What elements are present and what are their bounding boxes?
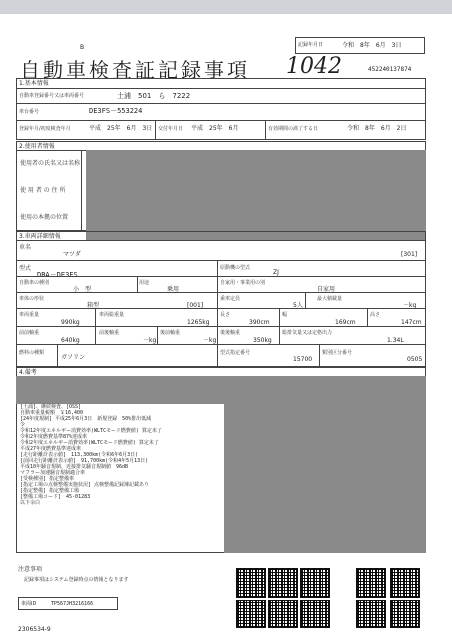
- remark-line: [24年度規制] 平成25年6月3日 新規登録 50%排出低減: [20, 416, 152, 422]
- qr-code-icon: [356, 600, 386, 628]
- kind-label: 自動車の種別: [19, 280, 50, 286]
- notice-title: 注意事項: [18, 566, 43, 573]
- type-number: 15700: [293, 356, 313, 363]
- max-load-label: 最大積載量: [317, 296, 343, 302]
- first-reg-label: 登録年月/初度検査年月: [19, 126, 71, 132]
- max-load: －kg: [403, 302, 417, 309]
- vehicle-weight: 990kg: [61, 319, 80, 326]
- remarks-list: [20, 404, 220, 506]
- rear-front-axle-label: 後前軸重: [160, 330, 181, 336]
- front-front-axle-label: 前前軸重: [19, 330, 40, 336]
- qr-code-icon: [390, 568, 420, 598]
- qr-code-icon: [300, 600, 330, 628]
- remark-line: 平成27年度燃費基準達成車: [20, 446, 82, 452]
- qr-code-icon: [236, 568, 266, 598]
- qr-code-icon: [268, 568, 298, 598]
- qr-code-icon: [356, 568, 386, 598]
- remark-line: 自動車重量税額 ￥16,400: [20, 410, 84, 416]
- remark-line: [前回走行距離計表示値] 91,700km(令和4年5月13日): [20, 458, 149, 464]
- vehicle-kind: 小 型: [73, 286, 92, 293]
- remark-line: 令和2年度エネルギー消費効率(WLTCモード燃費値) 算定未了: [20, 440, 159, 446]
- vehicle-purpose: 自家用: [317, 286, 336, 293]
- class-number: 0505: [407, 356, 423, 363]
- front-rear-axle-label: 前後軸重: [99, 330, 120, 336]
- front-front-axle: 640kg: [61, 337, 80, 344]
- user-address-label: 使 用 者 の 住 所: [20, 187, 66, 194]
- section-vehicle-details: [16, 231, 426, 367]
- document-title: 自動車検査証記録事項: [20, 58, 250, 82]
- handwritten-number: 1042: [286, 54, 342, 79]
- width: 169cm: [335, 319, 356, 326]
- remark-line: [土浦]、継続検査、[OSS]: [20, 404, 82, 410]
- capacity: 5人: [293, 302, 303, 309]
- user-base-label: 使用の本拠の位置: [20, 214, 69, 221]
- front-rear-axle: －kg: [143, 337, 157, 344]
- model: DBA－DE3FS: [37, 271, 78, 279]
- recording-date: 令和 8年 6月 3日: [342, 42, 402, 49]
- qr-code-icon: [236, 600, 266, 628]
- issue-date: 平成 25年 6月: [191, 125, 239, 132]
- section3-header: 3.車両詳細情報: [19, 233, 61, 240]
- maker: マツダ: [63, 251, 81, 258]
- remark-line: [受検種別] 指定整備車: [20, 476, 75, 482]
- car-id-box: [18, 597, 118, 610]
- purpose-label: 自家用・事業用の別: [220, 280, 266, 286]
- reg-no: 土浦 501 ら 7222: [117, 92, 191, 100]
- issue-label: 交付年月日: [158, 126, 184, 132]
- recording-date-label: 記録年月日: [298, 42, 324, 48]
- user-name-label: 使用者の氏名又は名称: [20, 160, 81, 167]
- model-label: 型式: [19, 265, 32, 272]
- maker-label: 車名: [19, 244, 32, 251]
- remark-line: [走行距離計表示値] 113,300km(令和6年6月3日): [20, 452, 139, 458]
- remark-line: 令和12年度エネルギー消費効率(WLTCモード燃費値) 算定未了: [20, 428, 162, 434]
- chassis-number: DE3FS－553224: [89, 107, 143, 115]
- rear-rear-axle: 350kg: [253, 337, 272, 344]
- remark-line: 令: [20, 422, 26, 428]
- height: 147cm: [401, 319, 422, 326]
- body-code: [001]: [187, 302, 204, 309]
- remark-line: [整備工場コード] 45-01283: [20, 494, 91, 500]
- body-shape: 箱型: [87, 302, 100, 309]
- footer-number: 2306534-9: [18, 626, 51, 633]
- gross-label: 車両総重量: [99, 312, 125, 318]
- doc-letter: B: [80, 44, 85, 51]
- displacement: 1.34L: [387, 337, 404, 344]
- car-id-label: 車両ID: [21, 601, 37, 607]
- expiry-label: 有効期間の満了する日: [268, 126, 319, 132]
- qr-code-icon: [390, 600, 420, 628]
- section2-header: 2.使用者情報: [19, 143, 55, 150]
- section4-header: 4.備考: [19, 369, 37, 376]
- reg-no-label: 自動車登録番号又は車両番号: [19, 93, 85, 99]
- section1-header: 1.基本情報: [19, 80, 49, 87]
- remark-line: [指定整備] 指定整備工場: [20, 488, 80, 494]
- use-label: 用途: [139, 280, 150, 286]
- qr-code-icon: [300, 568, 330, 598]
- expiry-date: 令和 8年 6月 2日: [347, 125, 407, 132]
- height-label: 高さ: [370, 312, 381, 318]
- maker-code: [301]: [401, 251, 418, 258]
- redacted-remarks-top: [16, 376, 224, 404]
- body-label: 車体の形状: [19, 296, 45, 302]
- remark-line: [指定工場の点検整備実施状況] 点検整備記録簿記載あり: [20, 482, 150, 488]
- length-label: 長さ: [220, 312, 231, 318]
- top-scanner-band: [0, 0, 452, 14]
- type-no-label: 型式指定番号: [220, 350, 251, 356]
- remark-line: マフラー加速騒音規制適合車: [20, 470, 86, 476]
- fuel-type: ガソリン: [61, 354, 86, 361]
- section-basic-info: [16, 78, 426, 140]
- engine-model: ZJ: [273, 269, 279, 276]
- notice-text: 記録事項はシステム登録時点の情報となります: [24, 577, 129, 583]
- rear-rear-axle-label: 後後軸重: [220, 330, 241, 336]
- fuel-label: 燃料の種類: [19, 350, 45, 356]
- length: 390cm: [249, 319, 270, 326]
- remark-line: 平成10年騒音規制、近接排気騒音規制値 96dB: [20, 464, 129, 470]
- remark-line: 令和2年度燃費基準87%達成車: [20, 434, 88, 440]
- gross-weight: 1265kg: [187, 319, 210, 326]
- first-reg-date: 平成 25年 6月 3日: [89, 125, 153, 132]
- engine-label: 原動機の型式: [220, 265, 251, 271]
- redacted-user-info: [86, 150, 426, 240]
- capacity-label: 乗車定員: [220, 296, 241, 302]
- remark-line: 以下余白: [20, 500, 41, 506]
- car-id: TP567JH3216166: [51, 601, 94, 607]
- chassis-label: 車台番号: [19, 109, 40, 115]
- qr-code-icon: [268, 600, 298, 628]
- recording-date-box: [295, 37, 425, 54]
- weight-label: 車両重量: [19, 312, 40, 318]
- rear-front-axle: －kg: [203, 337, 217, 344]
- width-label: 幅: [282, 312, 288, 318]
- redacted-remarks-right: [224, 376, 426, 553]
- serial-number: 452240137874: [368, 66, 412, 73]
- class-no-label: 類別区分番号: [322, 350, 353, 356]
- vehicle-use: 乗用: [167, 286, 180, 293]
- displacement-label: 総排気量又は定格出力: [282, 330, 333, 336]
